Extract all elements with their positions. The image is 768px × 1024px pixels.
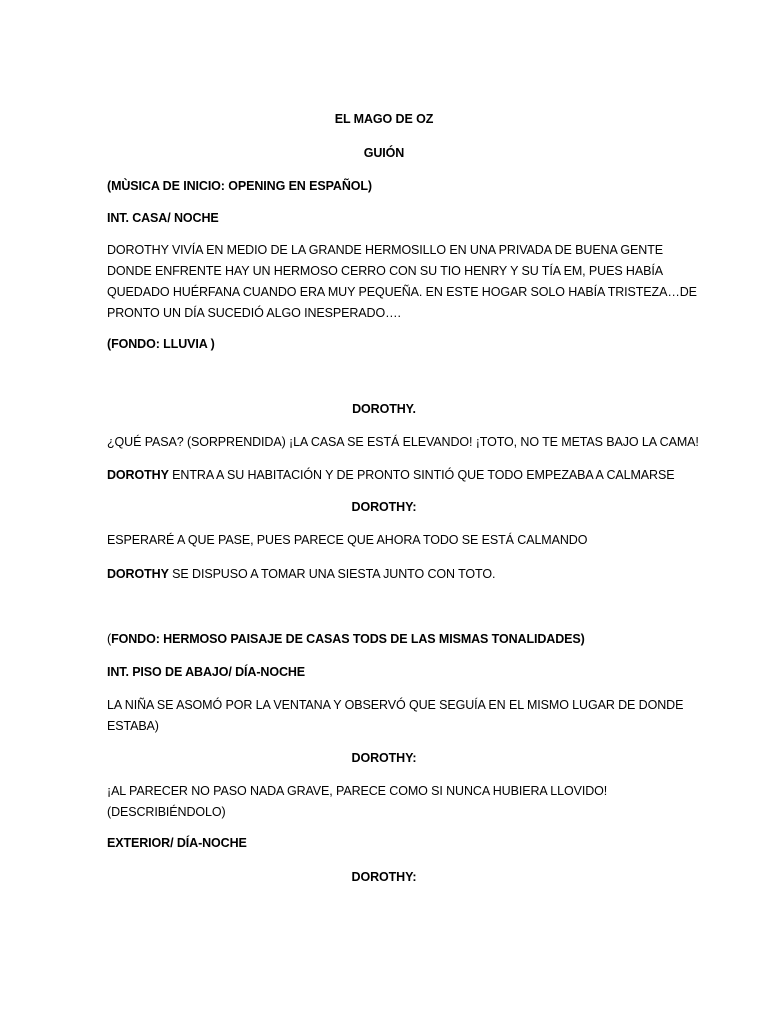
background-note-2-paren: ( (107, 632, 112, 646)
action-3-line: LA NIÑA SE ASOMÓ POR LA VENTANA Y OBSERVÓ QUE SEGUÍA EN EL MISMO LUGAR DE DONDE (107, 698, 684, 712)
dialogue-1: ¿QUÉ PASA? (SORPRENDIDA) ¡LA CASA SE ESTÁ ELEVANDO! ¡TOTO, NO TE METAS BAJO LA CAMA! (107, 435, 699, 449)
action-3-line: ESTABA) (107, 719, 159, 733)
dialogue-2: ESPERARÉ A QUE PASE, PUES PARECE QUE AHORA TODO SE ESTÁ CALMANDO (107, 533, 588, 547)
action-3 (107, 695, 684, 737)
scene-heading-1: INT. CASA/ NOCHE (107, 211, 219, 225)
character-name-2: DOROTHY: (351, 500, 417, 514)
action-2 (107, 564, 668, 585)
dialogue-3-line: ¡AL PARECER NO PASO NADA GRAVE, PARECE COMO SI NUNCA HUBIERA LLOVIDO! (107, 784, 608, 798)
document-title: EL MAGO DE OZ (334, 112, 434, 126)
action-1-text: ENTRA A SU HABITACIÓN Y DE PRONTO SINTIÓ QUE TODO EMPEZABA A CALMARSE (168, 468, 675, 482)
music-direction: (MÙSICA DE INICIO: OPENING EN ESPAÑOL) (107, 179, 372, 193)
intro-line: DOROTHY VIVÍA EN MEDIO DE LA GRANDE HERMOSILLO EN UNA PRIVADA DE BUENA GENTE (107, 243, 663, 257)
document-subtitle: GUIÓN (363, 146, 405, 160)
background-note-2 (107, 629, 668, 650)
background-note-1: (FONDO: LLUVIA ) (107, 337, 215, 351)
dialogue-3-line: (DESCRIBIÉNDOLO) (107, 805, 226, 819)
scene-heading-2: INT. PISO DE ABAJO/ DÍA-NOCHE (107, 665, 306, 679)
action-1 (107, 465, 675, 486)
scene-heading-3: EXTERIOR/ DÍA-NOCHE (107, 836, 247, 850)
intro-paragraph (107, 240, 697, 324)
action-2-text: SE DISPUSO A TOMAR UNA SIESTA JUNTO CON TOTO. (168, 567, 496, 581)
background-note-2-text: FONDO: HERMOSO PAISAJE DE CASAS TODS DE LAS MISMAS TONALIDADES) (111, 632, 585, 646)
intro-line: PRONTO UN DÍA SUCEDIÓ ALGO INESPERADO…. (107, 306, 401, 320)
character-name-4: DOROTHY: (351, 870, 417, 884)
action-1-character: DOROTHY (107, 468, 169, 482)
action-2-character: DOROTHY (107, 567, 169, 581)
character-name-1: DOROTHY. (352, 402, 416, 416)
intro-line: DONDE ENFRENTE HAY UN HERMOSO CERRO CON SU TIO HENRY Y SU TÍA EM, PUES HABÍA (107, 264, 663, 278)
character-name-3: DOROTHY: (351, 751, 417, 765)
dialogue-3 (107, 781, 667, 823)
intro-line: QUEDADO HUÉRFANA CUANDO ERA MUY PEQUEÑA. EN ESTE HOGAR SOLO HABÍA TRISTEZA…DE (107, 285, 697, 299)
